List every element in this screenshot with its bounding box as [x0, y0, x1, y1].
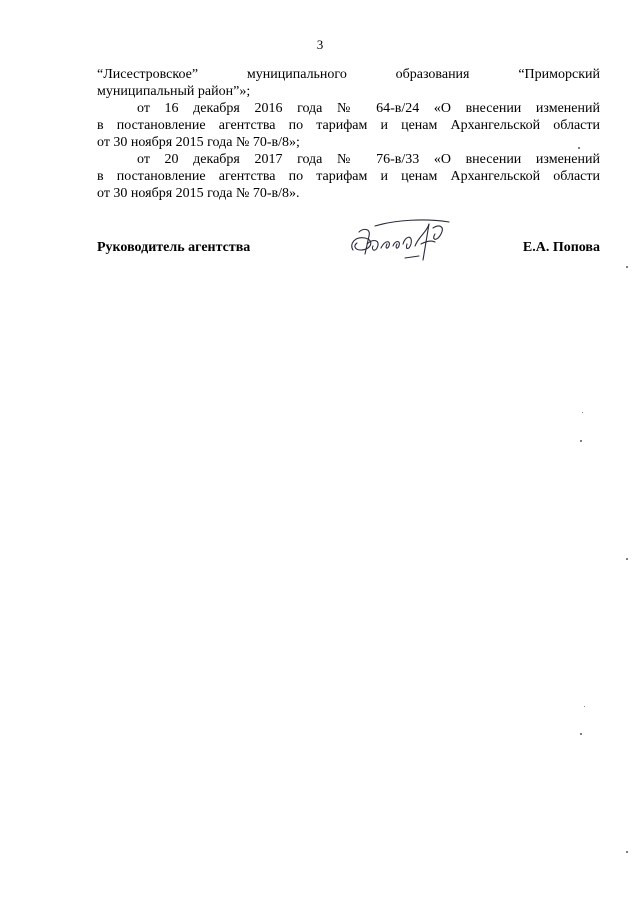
scan-speck [626, 851, 628, 853]
text-word: “Приморский [518, 67, 600, 82]
scan-speck [578, 147, 580, 149]
paragraph-continuation [97, 66, 600, 100]
scan-speck [582, 412, 583, 413]
scan-speck [626, 266, 628, 268]
text-line: от 20 декабря 2017 года № 76-в/33 «О внесении изменений [137, 152, 600, 167]
text-word: образования [395, 67, 470, 82]
text-line: от 16 декабря 2016 года № 64-в/24 «О внесении изменений [137, 101, 600, 116]
text-line: муниципальный район”»; [97, 84, 251, 99]
text-line: в постановление агентства по тарифам и ценам Архангельской области [97, 118, 600, 133]
paragraph-resolution-2017 [97, 151, 600, 202]
text-line [97, 66, 600, 83]
text-line: от 30 ноября 2015 года № 70-в/8». [97, 186, 300, 201]
scan-speck [580, 440, 582, 442]
text-word: “Лисестровское” [97, 67, 199, 82]
paragraph-resolution-2016 [97, 100, 600, 151]
scan-speck [584, 706, 585, 707]
page-number: 3 [316, 37, 324, 52]
text-word: муниципального [246, 67, 347, 82]
signatory-name: Е.А. Попова [522, 240, 600, 255]
signatory-title: Руководитель агентства [97, 240, 251, 255]
handwritten-signature-icon [345, 214, 455, 269]
scan-speck [580, 733, 582, 735]
scan-speck [626, 558, 628, 560]
text-line: от 30 ноября 2015 года № 70-в/8»; [97, 135, 300, 150]
signature-block [97, 236, 600, 266]
text-line: в постановление агентства по тарифам и ценам Архангельской области [97, 169, 600, 184]
